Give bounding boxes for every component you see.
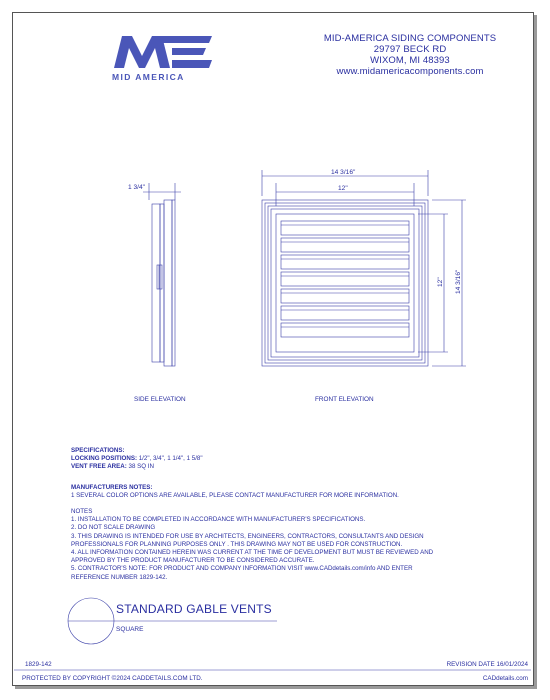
manufacturer-notes-block	[71, 484, 399, 500]
drawing-subtitle: SQUARE	[116, 626, 144, 633]
logo-text: MID AMERICA	[112, 72, 185, 82]
note-line: REFERENCE NUMBER 1829-142.	[71, 573, 168, 581]
dim-depth-label: 1 3/4"	[128, 184, 146, 191]
notes-heading: NOTES	[71, 508, 93, 515]
front-elevation-label: FRONT ELEVATION	[315, 396, 374, 403]
company-street: 29797 BECK RD	[373, 44, 447, 55]
revision-date: REVISION DATE 16/01/2024	[446, 661, 528, 668]
dim-inner-height-label: 12"	[437, 277, 444, 287]
manufacturer-notes-heading: MANUFACTURERS NOTES:	[71, 484, 153, 491]
locking-positions-value: 1/2", 3/4", 1 1/4", 1 5/8"	[137, 455, 203, 463]
vent-free-area-value: 38 SQ IN	[126, 463, 154, 471]
company-website[interactable]: www.midamericacomponents.com	[336, 66, 484, 77]
note-line: APPROVED BY THE PRODUCT MANUFACTURER TO BE CONSIDERED ACCURATE.	[71, 557, 315, 565]
note-line: 2. DO NOT SCALE DRAWING	[71, 524, 156, 532]
side-elevation-view	[143, 183, 181, 366]
dim-inner-width-label: 12"	[338, 185, 348, 192]
note-line[interactable]: 5. CONTRACTOR'S NOTE: FOR PRODUCT AND COMPANY INFORMATION VISIT www.CADdetails.com/info AND ENTER	[71, 565, 413, 573]
drawing-title: STANDARD GABLE VENTS	[116, 602, 272, 616]
dim-overall-height-label: 14 3/16"	[455, 269, 462, 294]
note-line: 4. ALL INFORMATION CONTAINED HEREIN WAS CURRENT AT THE TIME OF DEVELOPMENT BUT MUST BE REVIEWED AND	[71, 549, 434, 557]
specifications-block	[71, 447, 203, 472]
note-line: PROFESSIONALS FOR PLANNING PURPOSES ONLY . THIS DRAWING MAY NOT BE USED FOR CONSTRUCTION.	[71, 540, 403, 548]
specifications-heading: SPECIFICATIONS:	[71, 447, 125, 454]
side-elevation-label: SIDE ELEVATION	[134, 396, 186, 403]
company-city: WIXOM, MI 48393	[370, 55, 450, 66]
copyright-notice: PROTECTED BY COPYRIGHT ©2024 CADDETAILS.COM LTD.	[22, 675, 203, 682]
manufacturer-note-item: 1 SEVERAL COLOR OPTIONS ARE AVAILABLE, PLEASE CONTACT MANUFACTURER FOR MORE INFORMATION.	[71, 492, 399, 500]
notes-block	[71, 508, 433, 582]
front-elevation-view	[262, 170, 466, 366]
reference-number: 1829-142	[25, 661, 52, 668]
note-line: 1. INSTALLATION TO BE COMPLETED IN ACCORDANCE WITH MANUFACTURER'S SPECIFICATIONS.	[71, 516, 366, 524]
company-name: MID-AMERICA SIDING COMPONENTS	[323, 33, 497, 44]
caddetails-brand[interactable]: CADdetails.com	[482, 675, 528, 682]
locking-positions-label: LOCKING POSITIONS:	[71, 455, 138, 463]
note-line: 3. THIS DRAWING IS INTENDED FOR USE BY ARCHITECTS, ENGINEERS, CONTRACTORS, CONSULTANTS AND DESIGN	[71, 532, 424, 540]
dim-overall-width-label: 14 3/16"	[331, 169, 356, 176]
vent-free-area-label: VENT FREE AREA:	[71, 463, 127, 471]
